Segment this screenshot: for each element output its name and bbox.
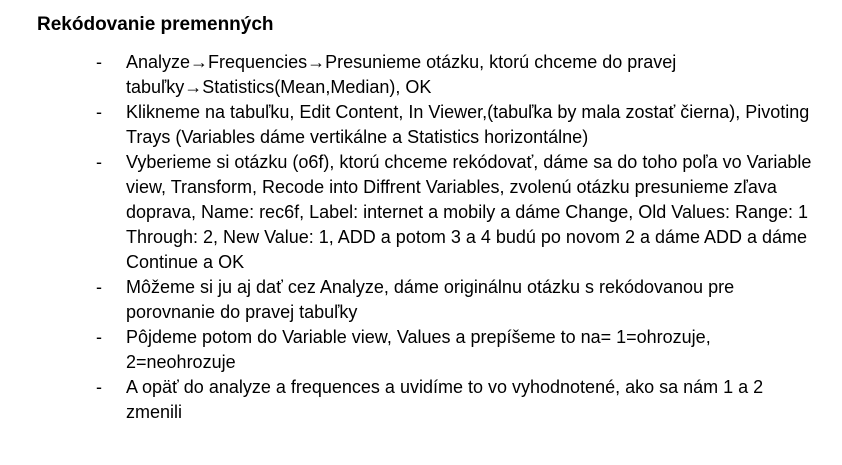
bullet-dash: -	[96, 277, 102, 297]
bullet-dash: -	[96, 327, 102, 347]
step-text: Pôjdeme potom do Variable view, Values a prepíšeme to na= 1=ohrozuje, 2=neohrozuje	[126, 327, 711, 372]
list-item	[0, 325, 816, 375]
step-text: Analyze→Frequencies→Presunieme otázku, ktorú chceme do pravej tabuľky→Statistics(Mean,Median), OK	[126, 52, 677, 97]
step-text: Klikneme na tabuľku, Edit Content, In Viewer,(tabuľka by mala zostať čierna), Pivoting Trays (Variables dáme vertikálne a Statistics horizontálne)	[126, 102, 810, 147]
bullet-dash: -	[96, 102, 102, 122]
list-item	[0, 375, 816, 425]
list-item	[0, 100, 816, 150]
bullet-dash: -	[96, 377, 102, 397]
steps-list	[0, 50, 816, 425]
list-item	[0, 50, 816, 100]
list-item	[0, 275, 816, 325]
step-text: Vyberieme si otázku (o6f), ktorú chceme rekódovať, dáme sa do toho poľa vo Variable view, Transform, Recode into Diffrent Variables, zvolenú otázku presunieme zľava doprava, Name: rec6f, Label: internet a mobily a dáme Change, Old Values: Range: 1 Through: 2, New Value: 1, ADD a potom 3 a 4 budú po novom 2 a dáme ADD a dáme Continue a OK	[126, 152, 812, 272]
list-item	[0, 150, 816, 275]
step-text: Môžeme si ju aj dať cez Analyze, dáme originálnu otázku s rekódovanou pre porovnanie do pravej tabuľky	[126, 277, 735, 322]
bullet-dash: -	[96, 52, 102, 72]
document-title: Rekódovanie premenných	[37, 14, 274, 35]
step-text: A opäť do analyze a frequences a uvidíme to vo vyhodnotené, ako sa nám 1 a 2 zmenili	[126, 377, 764, 422]
bullet-dash: -	[96, 152, 102, 172]
